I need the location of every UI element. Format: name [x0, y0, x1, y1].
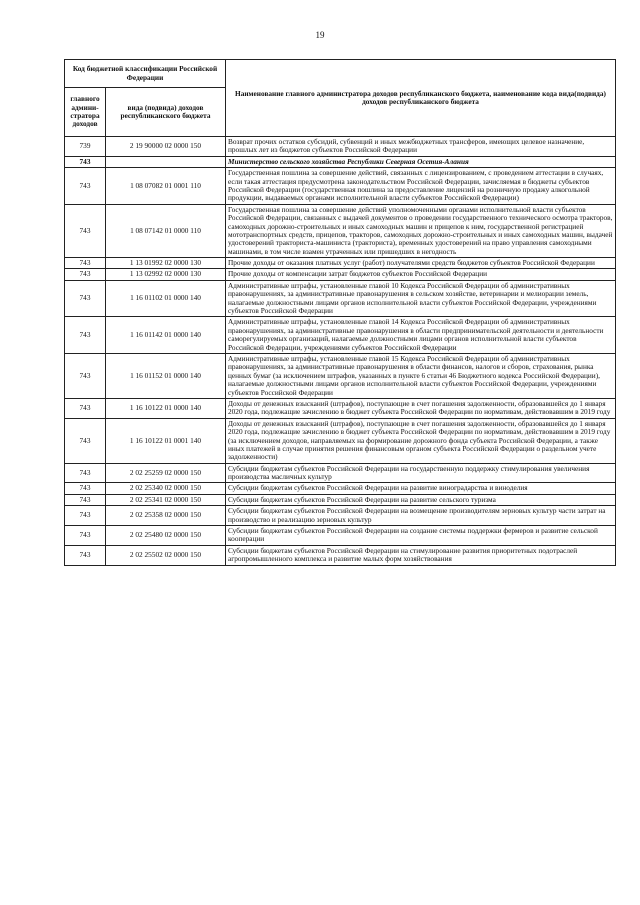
admin-code-cell: 743 [65, 418, 106, 463]
income-name-cell: Субсидии бюджетам субъектов Российской Федерации на государственную поддержку стимулирования увеличения производства масличных культур [226, 463, 616, 483]
header-name-column: Наименование главного администратора доходов республиканского бюджета, наименование кода вида(подвида) доходов республиканского бюджета [226, 60, 616, 137]
admin-code-cell: 743 [65, 353, 106, 398]
table-row [65, 545, 616, 565]
income-name-cell: Возврат прочих остатков субсидий, субвенций и иных межбюджетных трансферов, имеющих целевое назначение, прошлых лет из бюджетов субъектов Российской Федерации [226, 137, 616, 157]
admin-code-cell: 743 [65, 258, 106, 269]
income-name-cell: Прочие доходы от компенсации затрат бюджетов субъектов Российской Федерации [226, 269, 616, 280]
admin-code-cell: 743 [65, 168, 106, 205]
table-row [65, 494, 616, 505]
table-row [65, 269, 616, 280]
income-name-cell: Субсидии бюджетам субъектов Российской Федерации на стимулирование развития приоритетных подотраслей агропромышленного комплекса и развитие малых форм хозяйствования [226, 545, 616, 565]
admin-code-cell: 743 [65, 280, 106, 317]
income-code-cell: 2 02 25341 02 0000 150 [106, 494, 226, 505]
table-row [65, 353, 616, 398]
income-code-cell: 1 16 01152 01 0000 140 [106, 353, 226, 398]
table-row [65, 526, 616, 546]
income-code-cell: 1 13 01992 02 0000 130 [106, 258, 226, 269]
table-row [65, 317, 616, 354]
admin-code-cell: 743 [65, 494, 106, 505]
income-code-cell: 1 08 07142 01 0000 110 [106, 204, 226, 257]
income-code-cell: 1 13 02992 02 0000 130 [106, 269, 226, 280]
admin-code-cell: 743 [65, 317, 106, 354]
header-row-top [65, 60, 616, 88]
admin-code-cell: 743 [65, 204, 106, 257]
table-row [65, 483, 616, 494]
header-code-column: вида (подвида) доходов республиканского бюджета [106, 88, 226, 137]
table-row [65, 258, 616, 269]
income-name-cell: Государственная пошлина за совершение действий, связанных с лицензированием, с проведением аттестации в случаях, если такая аттестация предусмотрена законодательством Российской Федерации, зачисляемая в бюджеты субъектов Российской Федерации (государственная пошлина за предоставление лицензий на розничную продажу алкогольной продукции, выдаваемых органами исполнительной власти субъектов Российской Федерации) [226, 168, 616, 205]
income-name-cell: Прочие доходы от оказания платных услуг (работ) получателями средств бюджетов субъектов Российской Федерации [226, 258, 616, 269]
income-code-cell: 2 02 25502 02 0000 150 [106, 545, 226, 565]
income-code-cell: 2 02 25340 02 0000 150 [106, 483, 226, 494]
table-row [65, 137, 616, 157]
table-row [65, 506, 616, 526]
admin-code-cell: 743 [65, 156, 106, 167]
income-code-cell: 1 16 10122 01 0000 140 [106, 398, 226, 418]
table-row [65, 463, 616, 483]
table-row [65, 280, 616, 317]
income-code-cell: 1 08 07082 01 0001 110 [106, 168, 226, 205]
income-name-cell: Государственная пошлина за совершение действий уполномоченными органами исполнительной власти субъектов Российской Федерации, связанных с выдачей документов о проведении государственного технического осмотра тракторов, самоходных дорожно-строительных и иных самоходных машин и прицепов к ним, государственной регистрацией мототранспортных средств, прицепов, тракторов, самоходных дорожно-строительных и иных самоходных машин, выдачей удостоверений тракториста-машиниста (тракториста), временных удостоверений на право управления самоходными машинами, в том числе взамен утраченных или пришедших в негодность [226, 204, 616, 257]
admin-code-cell: 743 [65, 545, 106, 565]
admin-code-cell: 743 [65, 483, 106, 494]
income-name-cell: Доходы от денежных взысканий (штрафов), поступающие в счет погашения задолженности, образовавшейся до 1 января 2020 года, подлежащие зачислению в бюджет субъекта Российской Федерации по нормативам, действовавшим в 2019 году (за исключением доходов, направляемых на формирование дорожного фонда субъекта Российской Федерации, а также иных платежей в случае принятия решения финансовым органом субъекта Российской Федерации о раздельном учете задолженности) [226, 418, 616, 463]
admin-code-cell: 743 [65, 506, 106, 526]
income-name-cell: Административные штрафы, установленные главой 14 Кодекса Российской Федерации об административных правонарушениях, за административные правонарушения в области предпринимательской деятельности и деятельности саморегулируемых организаций, налагаемые должностными лицами органов исполнительной власти субъектов Российской Федерации, учреждениями субъектов Российской Федерации [226, 317, 616, 354]
table-row [65, 398, 616, 418]
page-number: 19 [315, 30, 325, 40]
admin-code-cell: 743 [65, 269, 106, 280]
admin-code-cell: 743 [65, 398, 106, 418]
income-code-cell: 1 16 10122 01 0001 140 [106, 418, 226, 463]
table-row [65, 168, 616, 205]
income-code-cell [106, 156, 226, 167]
income-name-cell: Доходы от денежных взысканий (штрафов), поступающие в счет погашения задолженности, образовавшейся до 1 января 2020 года, подлежащие зачислению в бюджет субъекта Российской Федерации по нормативам, действовавшим в 2019 году [226, 398, 616, 418]
admin-code-cell: 743 [65, 463, 106, 483]
income-name-cell: Административные штрафы, установленные главой 15 Кодекса Российской Федерации об административных правонарушениях, за административные правонарушения в области финансов, налогов и сборов, страхования, рынка ценных бумаг (за исключением штрафов, указанных в пункте 6 статьи 46 Бюджетного кодекса Российской Федерации), налагаемые должностными лицами органов исполнительной власти субъектов Российской Федерации, учреждениями субъектов Российской Федерации [226, 353, 616, 398]
table-body [65, 137, 616, 566]
table-row [65, 204, 616, 257]
income-code-cell: 2 02 25259 02 0000 150 [106, 463, 226, 483]
income-code-cell: 1 16 01142 01 0000 140 [106, 317, 226, 354]
header-group-title: Код бюджетной классификации Российской Федерации [65, 60, 226, 88]
admin-code-cell: 739 [65, 137, 106, 157]
income-name-cell: Административные штрафы, установленные главой 10 Кодекса Российской Федерации об административных правонарушениях, за административные правонарушения в сельском хозяйстве, ветеринарии и мелиорации земель, налагаемые должностными лицами органов исполнительной власти субъектов Российской Федерации, учреждениями субъектов Российской Федерации [226, 280, 616, 317]
header-admin-column: главного админи-стратора доходов [65, 88, 106, 137]
table-row [65, 418, 616, 463]
income-code-cell: 1 16 01102 01 0000 140 [106, 280, 226, 317]
admin-code-cell: 743 [65, 526, 106, 546]
income-code-cell: 2 02 25358 02 0000 150 [106, 506, 226, 526]
income-name-cell: Субсидии бюджетам субъектов Российской Федерации на возмещение производителям зерновых культур части затрат на производство и реализацию зерновых культур [226, 506, 616, 526]
income-name-cell: Субсидии бюджетам субъектов Российской Федерации на развитие сельского туризма [226, 494, 616, 505]
ministry-row [65, 156, 616, 167]
income-code-cell: 2 02 25480 02 0000 150 [106, 526, 226, 546]
income-code-cell: 2 19 90000 02 0000 150 [106, 137, 226, 157]
income-name-cell: Министерство сельского хозяйства Республики Северная Осетия-Алания [226, 156, 616, 167]
income-name-cell: Субсидии бюджетам субъектов Российской Федерации на создание системы поддержки фермеров и развитие сельской кооперации [226, 526, 616, 546]
income-name-cell: Субсидии бюджетам субъектов Российской Федерации на развитие виноградарства и виноделия [226, 483, 616, 494]
budget-classification-table [64, 59, 616, 566]
